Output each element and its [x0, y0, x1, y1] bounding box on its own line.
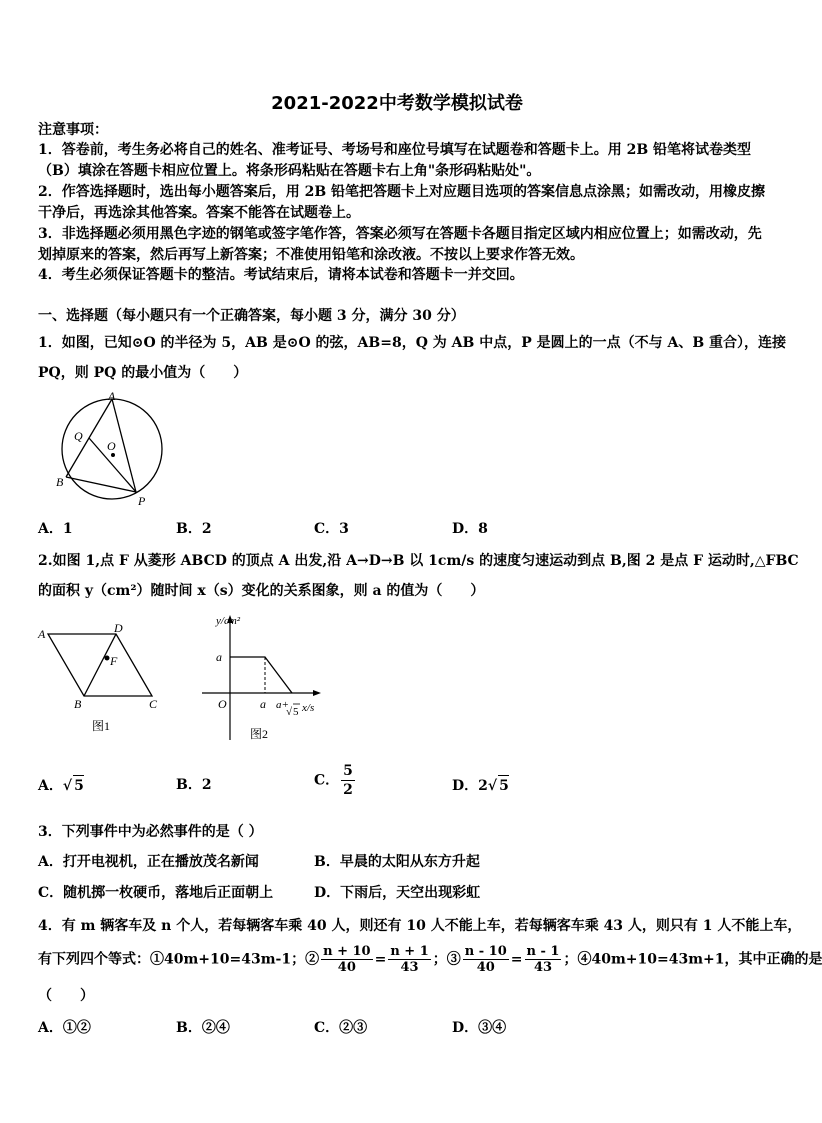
- notice-line: 1．答卷前，考生务必将自己的姓名、准考证号、考场号和座位号填写在试题卷和答题卡上。用 2B 铅笔将试卷类型: [38, 142, 752, 158]
- radical-sign: √: [487, 778, 498, 794]
- q4-option-d: D．③④: [452, 1020, 507, 1036]
- fraction-denominator: 43: [400, 960, 419, 975]
- fraction: [525, 944, 562, 975]
- fraction-numerator: n - 10: [464, 944, 507, 959]
- radicand: 5: [73, 775, 84, 796]
- label-b: B: [74, 697, 82, 711]
- point-f: [105, 656, 110, 661]
- notice-line: 2．作答选择题时，选出每小题答案后，用 2B 铅笔把答题卡上对应题目选项的答案信息点涂黑；如需改动，用橡皮擦: [38, 184, 766, 200]
- fraction-denominator: 40: [337, 960, 356, 975]
- q2-option-a: [38, 775, 84, 796]
- x-axis-label: x/s: [302, 702, 315, 714]
- q4-stem-line1: 4．有 m 辆客车及 n 个人，若每辆客车乘 40 人，则还有 10 人不能上车，若每辆客车乘 43 人，则只有 1 人不能上车，: [38, 918, 802, 934]
- radical-sign: √: [286, 706, 293, 718]
- notice-line: 4．考生必须保证答题卡的整洁。考试结束后，请将本试卷和答题卡一并交回。: [38, 267, 524, 283]
- notice-heading: 注意事项：: [38, 122, 108, 138]
- q2-stem-line1: 2.如图 1,点 F 从菱形 ABCD 的顶点 A 出发,沿 A→D→B 以 1cm/s 的速度匀速运动到点 B,图 2 是点 F 运动时,△FBC: [38, 553, 799, 569]
- origin-label: O: [218, 697, 227, 711]
- q2-stem-line2: 的面积 y（cm²）随时间 x（s）变化的关系图象，则 a 的值为（ ）: [38, 583, 485, 599]
- radical-sign: √: [62, 778, 73, 794]
- notice-line: 干净后，再选涂其他答案。答案不能答在试题卷上。: [38, 205, 360, 221]
- fraction-numerator: n + 10: [323, 944, 371, 959]
- option-label: A．: [38, 778, 63, 794]
- figure2-caption: 图2: [250, 727, 269, 741]
- q1-option-d: D．8: [452, 521, 488, 537]
- fraction-numerator: n - 1: [526, 944, 560, 959]
- option-label: D．2: [452, 778, 488, 794]
- q1-stem-line2: PQ，则 PQ 的最小值为（ ）: [38, 365, 248, 381]
- fraction-denominator: 40: [476, 960, 495, 975]
- fraction-denominator: 2: [343, 782, 353, 798]
- x-axis-arrow: [313, 690, 321, 696]
- q4-option-c: C．②③: [314, 1020, 368, 1036]
- label-a: A: [38, 627, 46, 641]
- q4-text: 有下列四个等式：①40m+10=43m-1；②: [38, 951, 320, 968]
- label-q: Q: [74, 429, 83, 443]
- label-d: D: [114, 621, 123, 635]
- fraction: [321, 944, 373, 975]
- label-a: A: [108, 389, 116, 403]
- q2-option-b: B．2: [176, 777, 212, 793]
- tick-a-x: a: [260, 697, 266, 711]
- fraction-numerator: n + 1: [390, 944, 429, 959]
- page-title: 2021-2022中考数学模拟试卷: [271, 93, 523, 114]
- q1-stem-line1: 1．如图，已知⊙O 的半径为 5，AB 是⊙O 的弦，AB=8，Q 为 AB 中点，P 是圆上的一点（不与 A、B 重合），连接: [38, 335, 787, 351]
- label-p: P: [138, 494, 146, 508]
- q4-stem-line3: （ ）: [38, 988, 94, 1004]
- radicand: 5: [498, 775, 509, 796]
- q1-figure-circle: [50, 388, 170, 510]
- option-label: C．: [314, 772, 340, 789]
- q1-option-a: A．1: [38, 521, 73, 537]
- label-b: B: [56, 475, 64, 489]
- q2-option-d: [452, 775, 509, 796]
- q1-option-c: C．3: [314, 521, 349, 537]
- label-c: C: [149, 697, 158, 711]
- tick-a-plus: a+: [276, 699, 289, 711]
- area-curve: [230, 657, 292, 693]
- q4-option-a: A．①②: [38, 1020, 91, 1036]
- center-dot: [111, 453, 115, 457]
- label-o: O: [107, 439, 116, 453]
- fraction: [463, 944, 509, 975]
- fraction-denominator: 43: [533, 960, 553, 975]
- q4-text: ；③: [432, 951, 461, 968]
- q4-text: ；④40m+10=43m+1，其中正确的是: [563, 951, 822, 968]
- equals-sign: =: [374, 951, 387, 968]
- y-axis-label: y/cm²: [216, 615, 241, 627]
- q4-stem-line2: [38, 944, 822, 975]
- q3-stem: 3．下列事件中为必然事件的是（ ）: [38, 824, 263, 840]
- label-f: F: [110, 654, 118, 668]
- q3-option-c: C．随机掷一枚硬币，落地后正面朝上: [38, 885, 274, 901]
- q3-option-b: B．早晨的太阳从东方升起: [314, 854, 480, 870]
- notice-line: （B）填涂在答题卡相应位置上。将条形码粘贴在答题卡右上角"条形码粘贴处"。: [38, 163, 541, 179]
- figure1-caption: 图1: [92, 719, 111, 733]
- q3-option-d: D．下雨后，天空出现彩虹: [314, 885, 481, 901]
- q2-figure2-graph: [198, 612, 328, 744]
- notice-line: 3．非选择题必须用黑色字迹的钢笔或签字笔作答，答案必须写在答题卡各题目指定区域内相应位置上；如需改动，先: [38, 226, 762, 242]
- q1-option-b: B．2: [176, 521, 212, 537]
- q3-option-a: A．打开电视机，正在播放茂名新闻: [38, 854, 259, 870]
- q2-figure1-rhombus: [36, 620, 166, 740]
- notice-line: 划掉原来的答案，然后再写上新答案；不准使用铅笔和涂改液。不按以上要求作答无效。: [38, 247, 584, 263]
- q2-option-c: [314, 762, 357, 799]
- fraction-numerator: 5: [343, 763, 353, 779]
- fraction: [341, 762, 355, 799]
- section-heading: 一、选择题（每小题只有一个正确答案，每小题 3 分，满分 30 分）: [38, 308, 465, 324]
- fraction: [388, 944, 430, 975]
- tick-a-y: a: [216, 650, 222, 664]
- tick-sqrt5: 5: [293, 706, 299, 718]
- equals-sign: =: [510, 951, 523, 968]
- q4-option-b: B．②④: [176, 1020, 230, 1036]
